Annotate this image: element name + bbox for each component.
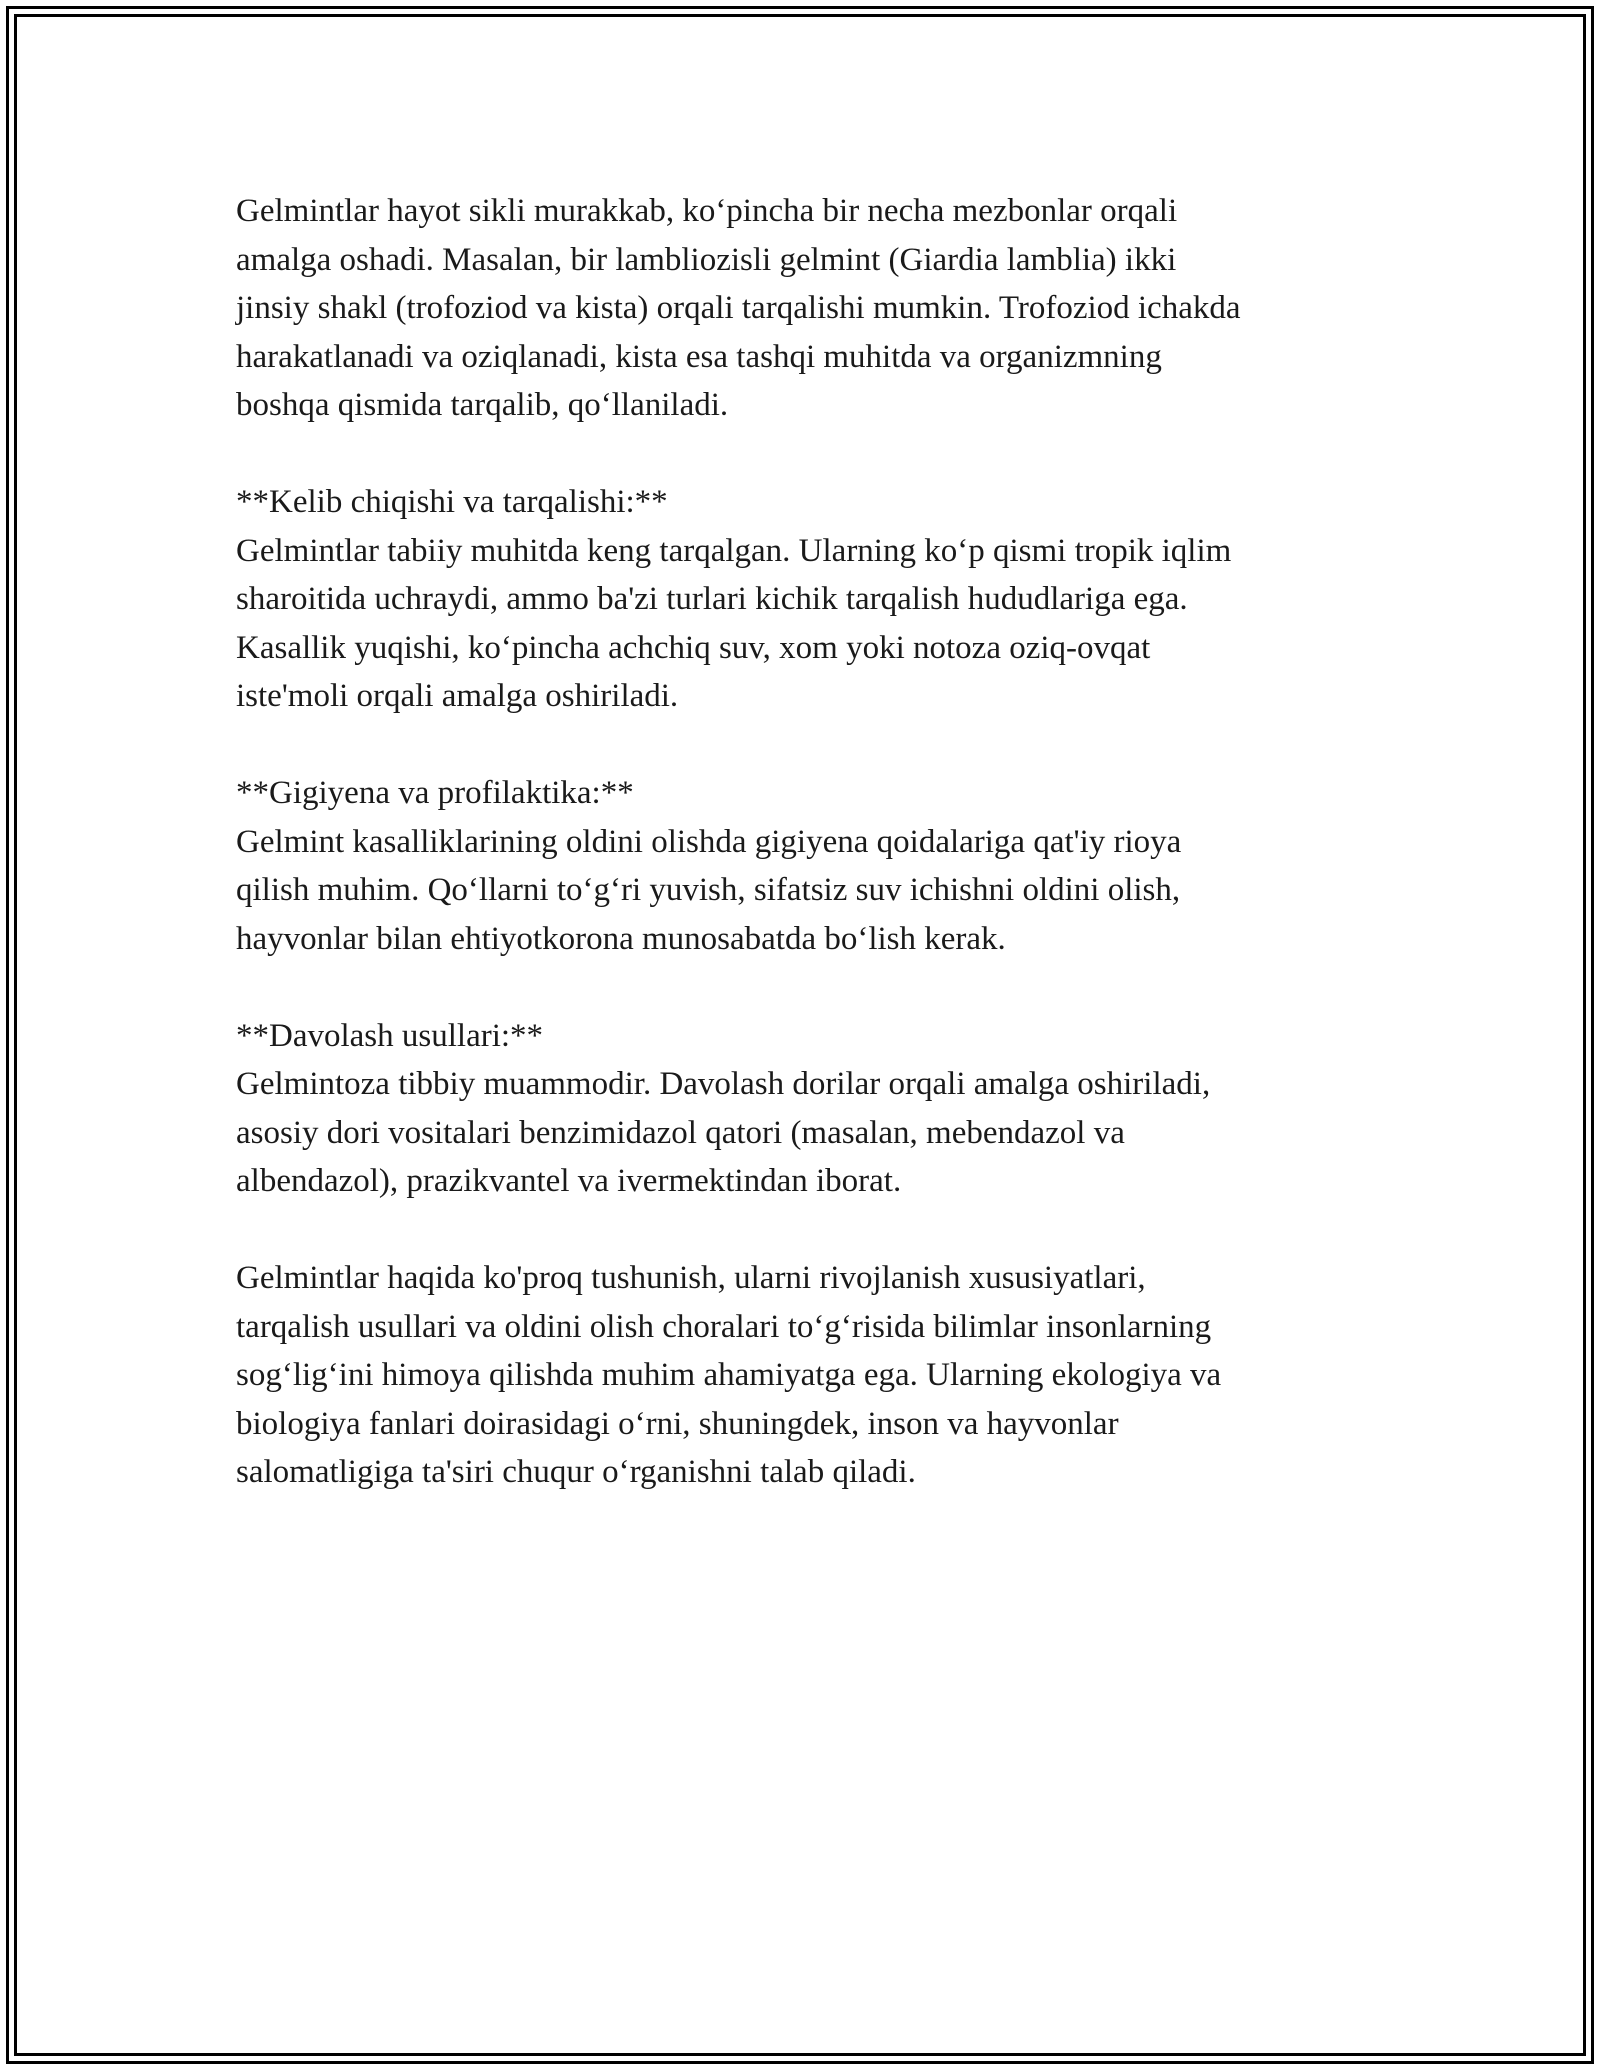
text-line: boshqa qismida tarqalib, qo‘llaniladi. bbox=[236, 387, 729, 423]
paragraph-treatment bbox=[236, 1012, 1366, 1206]
text-line: jinsiy shakl (trofoziod va kista) orqali tarqalishi mumkin. Trofoziod ichakda bbox=[236, 290, 1241, 326]
paragraph-origin-spread bbox=[236, 478, 1366, 721]
paragraph-conclusion bbox=[236, 1254, 1366, 1497]
text-line: iste'moli orqali amalga oshiriladi. bbox=[236, 678, 679, 714]
text-line: asosiy dori vositalari benzimidazol qatori (masalan, mebendazol va bbox=[236, 1114, 1125, 1151]
paragraph-life-cycle bbox=[236, 187, 1366, 430]
text-line: Gelmint kasalliklarining oldini olishda gigiyena qoidalariga qat'iy rioya bbox=[236, 823, 1182, 860]
text-line: sharoitida uchraydi, ammo ba'zi turlari kichik tarqalish hududlariga ega. bbox=[236, 581, 1188, 617]
text-line: Gelmintoza tibbiy muammodir. Davolash dorilar orqali amalga oshiriladi, bbox=[236, 1066, 1211, 1102]
text-line: biologiya fanlari doirasidagi o‘rni, shuningdek, inson va hayvonlar bbox=[236, 1405, 1119, 1442]
text-line: Gelmintlar tabiiy muhitda keng tarqalgan. Ularning ko‘p qismi tropik iqlim bbox=[236, 532, 1232, 569]
paragraph-hygiene bbox=[236, 769, 1366, 963]
text-line: amalga oshadi. Masalan, bir lambliozisli gelmint (Giardia lamblia) ikki bbox=[236, 241, 1177, 278]
document-body bbox=[236, 187, 1366, 1545]
text-line: Gelmintlar hayot sikli murakkab, ko‘pincha bir necha mezbonlar orqali bbox=[236, 193, 1178, 229]
section-heading: **Davolash usullari:** bbox=[236, 1017, 544, 1054]
text-line: Gelmintlar haqida ko'proq tushunish, ularni rivojlanish xususiyatlari, bbox=[236, 1260, 1146, 1296]
text-line: qilish muhim. Qo‘llarni to‘g‘ri yuvish, sifatsiz suv ichishni oldini olish, bbox=[236, 872, 1181, 908]
text-line: sog‘lig‘ini himoya qilishda muhim ahamiyatga ega. Ularning ekologiya va bbox=[236, 1357, 1222, 1393]
section-heading: **Gigiyena va profilaktika:** bbox=[236, 775, 634, 811]
text-line: tarqalish usullari va oldini olish choralari to‘g‘risida bilimlar insonlarning bbox=[236, 1308, 1212, 1345]
section-heading: **Kelib chiqishi va tarqalishi:** bbox=[236, 484, 668, 520]
text-line: harakatlanadi va oziqlanadi, kista esa tashqi muhitda va organizmning bbox=[236, 338, 1162, 375]
text-line: salomatligiga ta'siri chuqur o‘rganishni talab qiladi. bbox=[236, 1454, 916, 1490]
text-line: Kasallik yuqishi, ko‘pincha achchiq suv, xom yoki notoza oziq-ovqat bbox=[236, 629, 1151, 666]
text-line: hayvonlar bilan ehtiyotkorona munosabatda bo‘lish kerak. bbox=[236, 920, 1006, 957]
text-line: albendazol), prazikvantel va ivermektindan iborat. bbox=[236, 1163, 902, 1199]
